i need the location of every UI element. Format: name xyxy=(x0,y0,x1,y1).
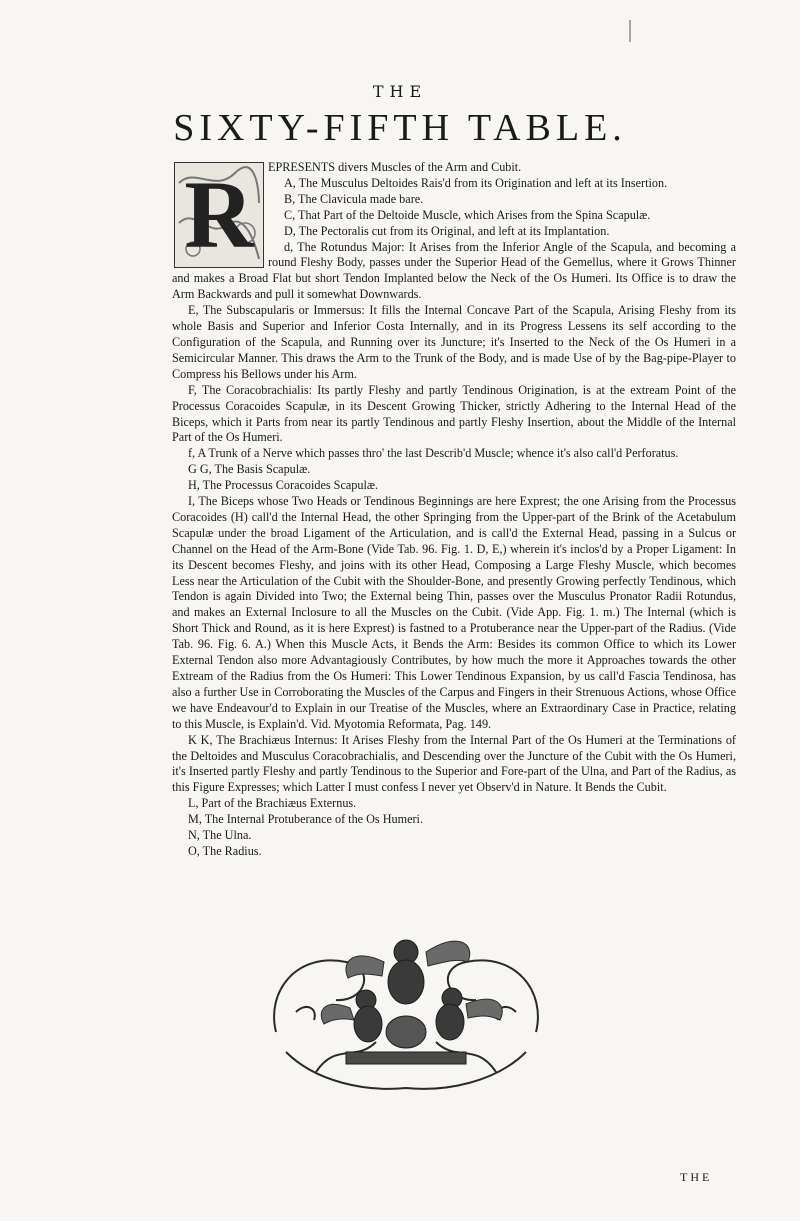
catchword: THE xyxy=(680,1170,713,1184)
paragraph: L, Part of the Brachiæus Externus. xyxy=(188,796,357,811)
cherub-ornament-engraving xyxy=(256,912,556,1102)
paragraph: D, The Pectoralis cut from its Original, and left at its Implantation. xyxy=(284,223,610,238)
paragraph: d, The Rotundus Major: It Arises from the Inferior Angle of the Scapula, and becoming a round Fleshy Body, passes under the Superior Head of the Gemellus, where it Grows Thinner and makes a Broad Flat but short Tendon Implanted below the Neck of the Os Humeri. Its Office is to draw the Arm Backwards and pull it somewhat Downwards. xyxy=(172,239,736,302)
initial-letter: R xyxy=(184,162,254,268)
paragraph: B, The Clavicula made bare. xyxy=(284,191,424,206)
paragraph: N, The Ulna. xyxy=(188,828,252,843)
paragraph: K K, The Brachiæus Internus: It Arises Fleshy from the Internal Part of the Os Humeri at the Terminations of the Deltoides and Musculus Coracobrachialis, and Descending over the Juncture of the Cubit with the Os Humeri, it's Inserted partly Fleshy and partly Tendinous to the Superior and Fore-part of the Ulna, and Part of the Radius, as this Figure Expresses; which Latter I must confess I never yet Observ'd in Nature. It Bends the Cubit. xyxy=(172,732,736,795)
page-title: SIXTY-FIFTH TABLE. xyxy=(173,107,627,149)
paragraph: C, That Part of the Deltoide Muscle, which Arises from the Spina Scapulæ. xyxy=(284,207,651,222)
paragraph: A, The Musculus Deltoides Rais'd from its Origination and left at its Insertion. xyxy=(284,175,668,190)
paragraph: G G, The Basis Scapulæ. xyxy=(188,462,311,477)
paragraph: E, The Subscapularis or Immersus: It fills the Internal Concave Part of the Scapula, Arising Fleshy from its whole Basis and Superior and Inferior Costa Internally, and in its Progress Lessens its self according to the Configuration of the Scapula, and Running over its Juncture; it's Inserted to the Neck of the Os Humeri in a Semicircular Manner. This draws the Arm to the Trunk of the Body, and is made Use of by the Bag-pipe-Player to Compress his Bellows under his Arm. xyxy=(172,303,736,381)
paragraph: I, The Biceps whose Two Heads or Tendinous Beginnings are here Exprest; the one Arising from the Processus Coracoides (H) call'd the Internal Head, the other Springing from the Upper-part of the Brink of the Acetabulum Scapulæ under the broad Ligament of the Articulation, and is call'd the External Head, passing in a Sulcus or Channel on the Head of the Arm-Bone (Vide Tab. 96. Fig. 1. D, E,) wherein it's inclos'd by a Proper Ligament: In its Descent becomes Fleshy, and joins with its other Head, Composing a Large Fleshy Muscle, which becomes Less near the Articulation of the Cubit with the Shoulder-Bone, and presently Growing perfectly Tendinous, which Tendon is again Divided into Two; the External being Thin, passes over the Musculus Pronator Radii Rotundus, and makes an External Inclosure to all the Muscles on the Cubit. (Vide App. Fig. 1. m.) The Internal (which is Short Thick and Round, as it is here Exprest) is fastned to a Protuberance near the Upper-part of the Radius. (Vide Tab. 96. Fig. 6. A.) When this Muscle Acts, it Bends the Arm: Besides its common Office to which its Lower External Tendon also more Advantagiously Contributes, by how much the more it Approaches towards the other Extream of the Radius from the Os Humeri: This Lower Tendinous Expansion, by us call'd Fascia Tendinosa, has also a further Use in Corroborating the Muscles of the Carpus and Fingers in their Strenuous Actions, whose Office we have Endeavour'd to Explain in our Treatise of the Muscles, where an Extraordinary Case in Practice, relating to this Muscle, is Explain'd. Vid. Myotomia Reformata, Pag. 149. xyxy=(172,494,736,731)
paragraph: M, The Internal Protuberance of the Os Humeri. xyxy=(188,812,423,827)
margin-mark xyxy=(628,20,632,42)
paragraph: F, The Coracobrachialis: Its partly Fleshy and partly Tendinous Origination, is at the extream Point of the Processus Coracoides Scapulæ, in its Descent Growing Thicker, strictly Adhering to the Internal Head of the Biceps, which it Parts from near its partly Tendinous and partly Fleshy Insertion, about the Middle of the Internal Part of the Os Humeri. xyxy=(172,382,736,445)
header-kicker: THE xyxy=(372,82,428,101)
paragraph: EPRESENTS divers Muscles of the Arm and Cubit. xyxy=(268,160,522,174)
paragraph: O, The Radius. xyxy=(188,843,262,858)
paragraph: H, The Processus Coracoides Scapulæ. xyxy=(188,478,379,493)
description-text xyxy=(172,160,736,860)
paragraph: f, A Trunk of a Nerve which passes thro' the last Describ'd Muscle; whence it's also call'd Perforatus. xyxy=(188,446,679,461)
